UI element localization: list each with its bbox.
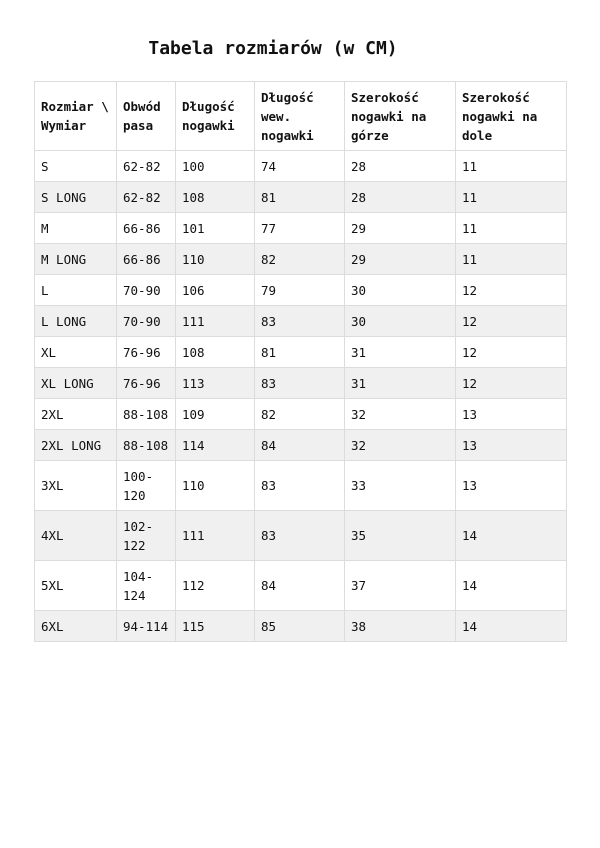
cell-size: 4XL [35,511,117,561]
table-row [35,511,567,561]
cell-inseam: 81 [255,182,345,213]
cell-leg-length: 110 [176,461,255,511]
cell-leg-length: 111 [176,306,255,337]
table-row [35,399,567,430]
cell-leg-length: 106 [176,275,255,306]
cell-leg-width-bottom: 12 [456,306,567,337]
cell-inseam: 83 [255,511,345,561]
cell-leg-width-top: 29 [345,213,456,244]
cell-leg-width-top: 37 [345,561,456,611]
table-row [35,213,567,244]
header-leg-width-bottom: Szerokość nogawki na dole [456,82,567,151]
cell-waist: 62-82 [117,182,176,213]
cell-leg-length: 110 [176,244,255,275]
cell-size: L LONG [35,306,117,337]
cell-size: 5XL [35,561,117,611]
cell-size: S LONG [35,182,117,213]
cell-leg-width-bottom: 13 [456,430,567,461]
table-row [35,306,567,337]
cell-inseam: 85 [255,611,345,642]
cell-waist: 104- 124 [117,561,176,611]
table-row [35,461,567,511]
cell-size: 6XL [35,611,117,642]
cell-inseam: 74 [255,151,345,182]
cell-leg-length: 101 [176,213,255,244]
cell-leg-width-top: 35 [345,511,456,561]
header-leg-width-top: Szerokość nogawki na górze [345,82,456,151]
cell-waist: 70-90 [117,306,176,337]
cell-leg-length: 109 [176,399,255,430]
page-title: Tabela rozmiarów (w CM) [148,38,398,59]
table-row [35,151,567,182]
cell-inseam: 82 [255,244,345,275]
cell-waist: 94-114 [117,611,176,642]
cell-leg-width-top: 32 [345,430,456,461]
header-row [35,82,567,151]
cell-leg-width-bottom: 14 [456,561,567,611]
cell-size: S [35,151,117,182]
cell-leg-length: 113 [176,368,255,399]
cell-inseam: 83 [255,306,345,337]
table-row [35,182,567,213]
cell-waist: 62-82 [117,151,176,182]
cell-size: M LONG [35,244,117,275]
table-row [35,337,567,368]
cell-leg-width-top: 33 [345,461,456,511]
cell-leg-width-bottom: 13 [456,461,567,511]
table-header [35,82,567,151]
cell-leg-length: 115 [176,611,255,642]
cell-leg-length: 100 [176,151,255,182]
cell-leg-width-bottom: 11 [456,213,567,244]
cell-waist: 76-96 [117,337,176,368]
cell-waist: 100- 120 [117,461,176,511]
size-table [34,81,567,642]
cell-leg-width-top: 28 [345,182,456,213]
cell-leg-width-top: 38 [345,611,456,642]
cell-leg-width-bottom: 14 [456,511,567,561]
cell-leg-width-bottom: 12 [456,337,567,368]
cell-leg-width-bottom: 11 [456,151,567,182]
cell-leg-width-top: 29 [345,244,456,275]
cell-size: XL LONG [35,368,117,399]
cell-waist: 66-86 [117,244,176,275]
table-row [35,275,567,306]
cell-waist: 88-108 [117,399,176,430]
cell-leg-length: 108 [176,337,255,368]
cell-size: L [35,275,117,306]
cell-leg-width-top: 31 [345,368,456,399]
cell-leg-width-top: 31 [345,337,456,368]
cell-leg-length: 112 [176,561,255,611]
cell-leg-width-bottom: 11 [456,244,567,275]
cell-size: XL [35,337,117,368]
header-size: Rozmiar \ Wymiar [35,82,117,151]
cell-leg-width-top: 30 [345,306,456,337]
cell-leg-width-bottom: 14 [456,611,567,642]
cell-leg-length: 114 [176,430,255,461]
cell-inseam: 83 [255,461,345,511]
cell-size: M [35,213,117,244]
cell-size: 3XL [35,461,117,511]
cell-leg-width-top: 30 [345,275,456,306]
table-row [35,368,567,399]
cell-leg-width-bottom: 11 [456,182,567,213]
cell-leg-width-bottom: 12 [456,275,567,306]
cell-waist: 76-96 [117,368,176,399]
cell-waist: 70-90 [117,275,176,306]
cell-size: 2XL LONG [35,430,117,461]
table-row [35,430,567,461]
cell-waist: 102- 122 [117,511,176,561]
cell-waist: 66-86 [117,213,176,244]
table-row [35,611,567,642]
table-row [35,244,567,275]
cell-inseam: 84 [255,430,345,461]
cell-inseam: 84 [255,561,345,611]
table-body [35,151,567,642]
cell-inseam: 81 [255,337,345,368]
cell-leg-length: 111 [176,511,255,561]
cell-leg-width-top: 32 [345,399,456,430]
cell-inseam: 82 [255,399,345,430]
cell-leg-width-bottom: 12 [456,368,567,399]
cell-leg-length: 108 [176,182,255,213]
cell-inseam: 83 [255,368,345,399]
header-leg-length: Długość nogawki [176,82,255,151]
header-inseam: Długość wew. nogawki [255,82,345,151]
cell-waist: 88-108 [117,430,176,461]
cell-inseam: 77 [255,213,345,244]
cell-leg-width-bottom: 13 [456,399,567,430]
table-row [35,561,567,611]
header-waist: Obwód pasa [117,82,176,151]
cell-size: 2XL [35,399,117,430]
cell-inseam: 79 [255,275,345,306]
cell-leg-width-top: 28 [345,151,456,182]
